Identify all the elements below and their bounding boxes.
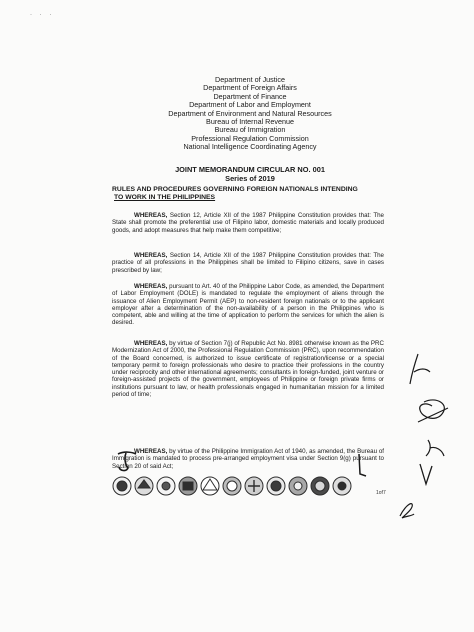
signature-mark-right-2 [414, 396, 454, 428]
whereas-keyword: WHEREAS, [134, 212, 168, 219]
whereas-keyword: WHEREAS, [134, 252, 168, 259]
signature-initial-left [114, 448, 140, 474]
whereas-paragraph [112, 340, 384, 398]
circular-heading [150, 166, 350, 183]
whereas-paragraph [112, 283, 384, 327]
whereas-paragraph [112, 448, 384, 470]
agency-list [150, 76, 350, 152]
agency-seal-row [112, 474, 362, 498]
agency-line: Department of Justice [215, 75, 285, 84]
whereas-keyword: WHEREAS, [134, 283, 168, 290]
circular-series: Series of 2019 [225, 173, 275, 183]
signature-mark-bottom [394, 498, 418, 522]
agency-line: Bureau of Internal Revenue [206, 117, 294, 127]
paragraph-text: by virtue of Section 7(j) of Republic Act No. 8981 otherwise known as the PRC Modernization Act of 2000, the Professional Regulation Commission (PRC), upon recommendation of the Board concerned, is authorized to issue certificate of registration/license or a special temporary permit to foreign professionals who desire to practice their professions in the country under reciprocity and other international agreements; consultants in foreign-funded, joint venture or foreign-assisted projects of the government, employees of Philippine or foreign private firms or institutions pursuant to law, or health professionals engaged in humanitarian mission for a limited period of time; [112, 340, 384, 399]
rules-title-line1: RULES AND PROCEDURES GOVERNING FOREIGN NATIONALS INTENDING [112, 186, 358, 193]
seal-logo [113, 477, 351, 495]
seal-strip [112, 474, 362, 498]
agency-line: Department of Environment and Natural Resources [168, 108, 332, 118]
signature-mark-right-1 [404, 350, 434, 390]
rules-title-line2: TO WORK IN THE PHILIPPINES [114, 194, 216, 202]
signature-mark-right-3 [420, 436, 450, 462]
scan-marks: · · · [30, 12, 55, 18]
agency-line: National Intelligence Coordinating Agency [183, 142, 317, 152]
whereas-paragraph [112, 212, 384, 234]
agency-line: Bureau of Immigration [214, 125, 286, 135]
circular-title: JOINT MEMORANDUM CIRCULAR NO. 001 [175, 165, 325, 174]
agency-line: Department of Labor and Employment [189, 100, 311, 110]
whereas-keyword: WHEREAS, [134, 340, 168, 347]
agency-line: Professional Regulation Commission [191, 133, 309, 143]
agency-line: Department of Foreign Affairs [203, 83, 297, 93]
paragraph-text: pursuant to Art. 40 of the Philippine Labor Code, as amended, the Department of Labor Employment (DOLE) is mandated to regulate the employment of aliens through the issuance of Alien Employment Permit (AEP) to non-resident foreign nationals or to the applicant employer after a determination of the non-availability of a person in the Philippines who is competent, able and willing at the time of application to perform the services for which the alien is desired. [112, 283, 384, 327]
paragraph-text: by virtue of the Philippine Immigration Act of 1940, as amended, the Bureau of Immigration is mandated to process pre-arranged employment visa under Section 9(g) pursuant to Section 20 of said Act; [112, 448, 384, 470]
signature-mark-right-4 [414, 460, 438, 490]
whereas-keyword: WHEREAS, [134, 448, 168, 455]
paragraph-text: Section 14, Article XII of the 1987 Philippine Constitution provides that: The practice of all professions in the Philippines shall be limited to Filipino citizens, save in cases prescribed by law; [112, 252, 384, 274]
agency-line: Department of Finance [213, 91, 287, 101]
whereas-paragraph [112, 252, 384, 274]
page-number: 1of7 [376, 490, 386, 496]
rules-title [112, 186, 382, 203]
paragraph-text: Section 12, Article XII of the 1987 Philippine Constitution provides that: The State shall promote the preferential use of Filipino labor, domestic materials and locally produced goods, and adopt measures that help make them competitive; [112, 212, 384, 234]
